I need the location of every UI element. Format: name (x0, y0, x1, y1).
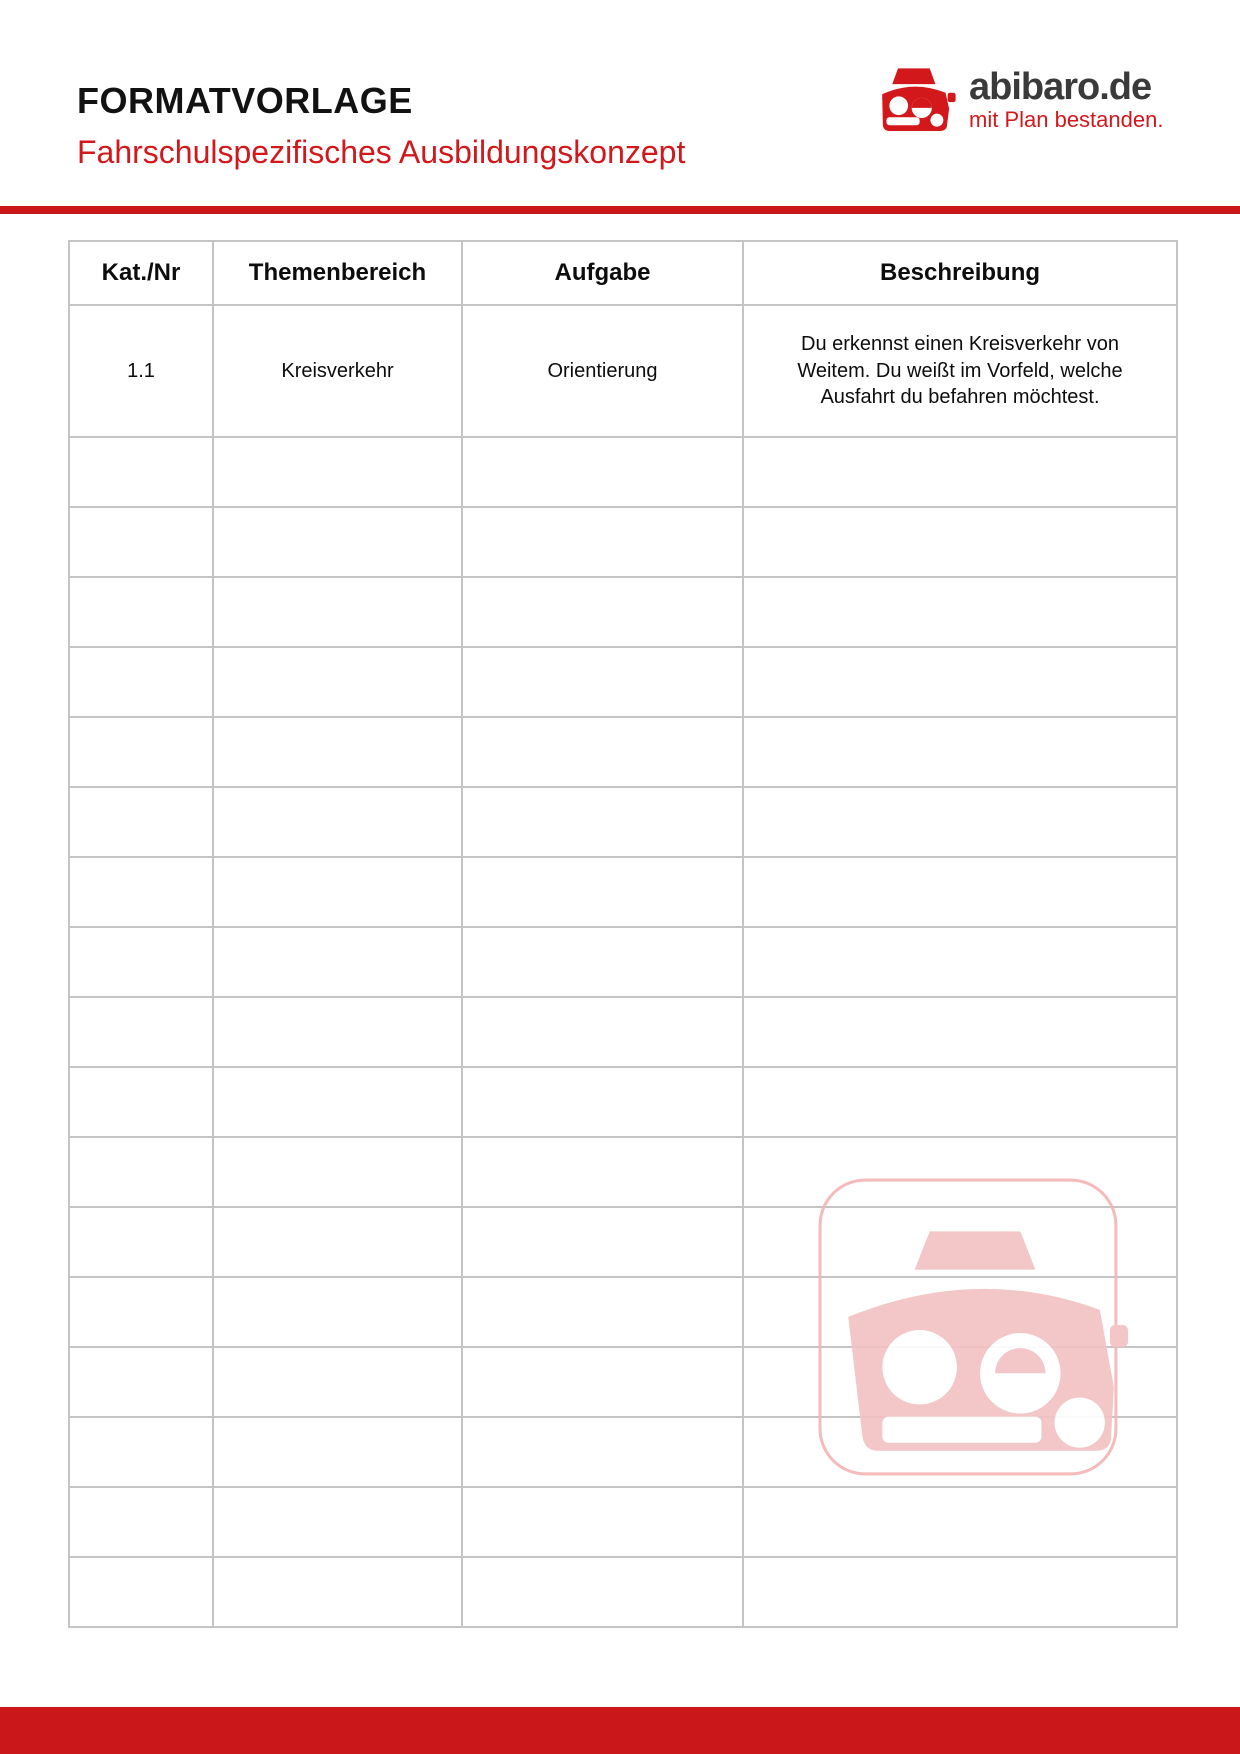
empty-cell-kat-nr (69, 1347, 213, 1417)
car-icon (876, 64, 956, 136)
table-row (69, 305, 1177, 437)
empty-cell-beschreibung (743, 1067, 1177, 1137)
empty-cell-kat-nr (69, 1067, 213, 1137)
empty-table-row (69, 997, 1177, 1067)
empty-cell-aufgabe (462, 857, 743, 927)
empty-cell-beschreibung (743, 647, 1177, 717)
abibaro-logo (876, 62, 1168, 138)
empty-table-row (69, 1067, 1177, 1137)
empty-cell-themenbereich (213, 647, 462, 717)
empty-cell-themenbereich (213, 507, 462, 577)
empty-cell-beschreibung (743, 1137, 1177, 1207)
empty-cell-kat-nr (69, 1557, 213, 1627)
empty-cell-beschreibung (743, 927, 1177, 997)
empty-cell-themenbereich (213, 1557, 462, 1627)
empty-cell-aufgabe (462, 717, 743, 787)
empty-cell-aufgabe (462, 437, 743, 507)
empty-table-row (69, 647, 1177, 717)
column-header-beschreibung: Beschreibung (743, 241, 1177, 305)
empty-cell-themenbereich (213, 1487, 462, 1557)
empty-cell-beschreibung (743, 997, 1177, 1067)
empty-cell-beschreibung (743, 717, 1177, 787)
empty-table-row (69, 1417, 1177, 1487)
empty-cell-aufgabe (462, 1137, 743, 1207)
empty-cell-beschreibung (743, 1557, 1177, 1627)
empty-cell-beschreibung (743, 1347, 1177, 1417)
empty-cell-themenbereich (213, 1067, 462, 1137)
ausbildungskonzept-table (68, 240, 1178, 1628)
empty-cell-beschreibung (743, 1417, 1177, 1487)
empty-cell-beschreibung (743, 507, 1177, 577)
empty-table-row (69, 787, 1177, 857)
empty-table-row (69, 857, 1177, 927)
empty-cell-kat-nr (69, 1277, 213, 1347)
table-header-row (69, 241, 1177, 305)
empty-table-row (69, 717, 1177, 787)
header-divider-rule (0, 206, 1240, 214)
empty-cell-aufgabe (462, 577, 743, 647)
empty-cell-aufgabe (462, 1347, 743, 1417)
cell-themenbereich: Kreisverkehr (213, 305, 462, 437)
empty-table-row (69, 1207, 1177, 1277)
empty-cell-themenbereich (213, 997, 462, 1067)
empty-cell-aufgabe (462, 507, 743, 577)
footer-bar (0, 1707, 1240, 1754)
empty-table-row (69, 1487, 1177, 1557)
cell-aufgabe: Orientierung (462, 305, 743, 437)
empty-cell-themenbereich (213, 1137, 462, 1207)
empty-cell-kat-nr (69, 507, 213, 577)
empty-table-row (69, 507, 1177, 577)
empty-cell-aufgabe (462, 787, 743, 857)
cell-beschreibung: Du erkennst einen Kreisverkehr von Weitem. Du weißt im Vorfeld, welche Ausfahrt du befahren möchtest. (743, 305, 1177, 437)
empty-cell-kat-nr (69, 997, 213, 1067)
empty-cell-beschreibung (743, 437, 1177, 507)
empty-cell-beschreibung (743, 787, 1177, 857)
empty-cell-beschreibung (743, 577, 1177, 647)
empty-cell-kat-nr (69, 1137, 213, 1207)
empty-table-row (69, 437, 1177, 507)
table-body (69, 305, 1177, 1627)
column-header-themenbereich: Themenbereich (213, 241, 462, 305)
column-header-aufgabe: Aufgabe (462, 241, 743, 305)
empty-cell-aufgabe (462, 1487, 743, 1557)
empty-cell-beschreibung (743, 857, 1177, 927)
empty-table-row (69, 1137, 1177, 1207)
empty-cell-kat-nr (69, 437, 213, 507)
empty-cell-beschreibung (743, 1277, 1177, 1347)
logo-tagline: mit Plan bestanden. (969, 107, 1164, 133)
empty-cell-beschreibung (743, 1207, 1177, 1277)
empty-cell-themenbereich (213, 1347, 462, 1417)
empty-cell-kat-nr (69, 647, 213, 717)
empty-cell-themenbereich (213, 437, 462, 507)
empty-cell-aufgabe (462, 997, 743, 1067)
empty-cell-kat-nr (69, 717, 213, 787)
empty-table-row (69, 1347, 1177, 1417)
empty-cell-kat-nr (69, 857, 213, 927)
logo-brand: abibaro.de (969, 65, 1152, 108)
page-title: FORMATVORLAGE (77, 80, 413, 121)
empty-cell-themenbereich (213, 1417, 462, 1487)
column-header-kat-nr: Kat./Nr (69, 241, 213, 305)
empty-cell-aufgabe (462, 1277, 743, 1347)
empty-cell-themenbereich (213, 1207, 462, 1277)
empty-cell-kat-nr (69, 1417, 213, 1487)
empty-cell-aufgabe (462, 1207, 743, 1277)
empty-cell-themenbereich (213, 577, 462, 647)
cell-kat-nr: 1.1 (69, 305, 213, 437)
empty-table-row (69, 1277, 1177, 1347)
empty-cell-aufgabe (462, 647, 743, 717)
empty-cell-themenbereich (213, 787, 462, 857)
empty-cell-beschreibung (743, 1487, 1177, 1557)
empty-cell-aufgabe (462, 1067, 743, 1137)
empty-cell-kat-nr (69, 927, 213, 997)
empty-cell-kat-nr (69, 787, 213, 857)
page-subtitle: Fahrschulspezifisches Ausbildungskonzept (77, 134, 686, 170)
empty-cell-kat-nr (69, 577, 213, 647)
empty-cell-themenbereich (213, 1277, 462, 1347)
empty-cell-kat-nr (69, 1487, 213, 1557)
empty-cell-aufgabe (462, 1557, 743, 1627)
empty-cell-themenbereich (213, 717, 462, 787)
logo-text (969, 65, 1164, 133)
empty-cell-aufgabe (462, 1417, 743, 1487)
empty-table-row (69, 1557, 1177, 1627)
empty-cell-themenbereich (213, 927, 462, 997)
empty-table-row (69, 927, 1177, 997)
empty-cell-kat-nr (69, 1207, 213, 1277)
empty-cell-themenbereich (213, 857, 462, 927)
empty-cell-aufgabe (462, 927, 743, 997)
empty-table-row (69, 577, 1177, 647)
